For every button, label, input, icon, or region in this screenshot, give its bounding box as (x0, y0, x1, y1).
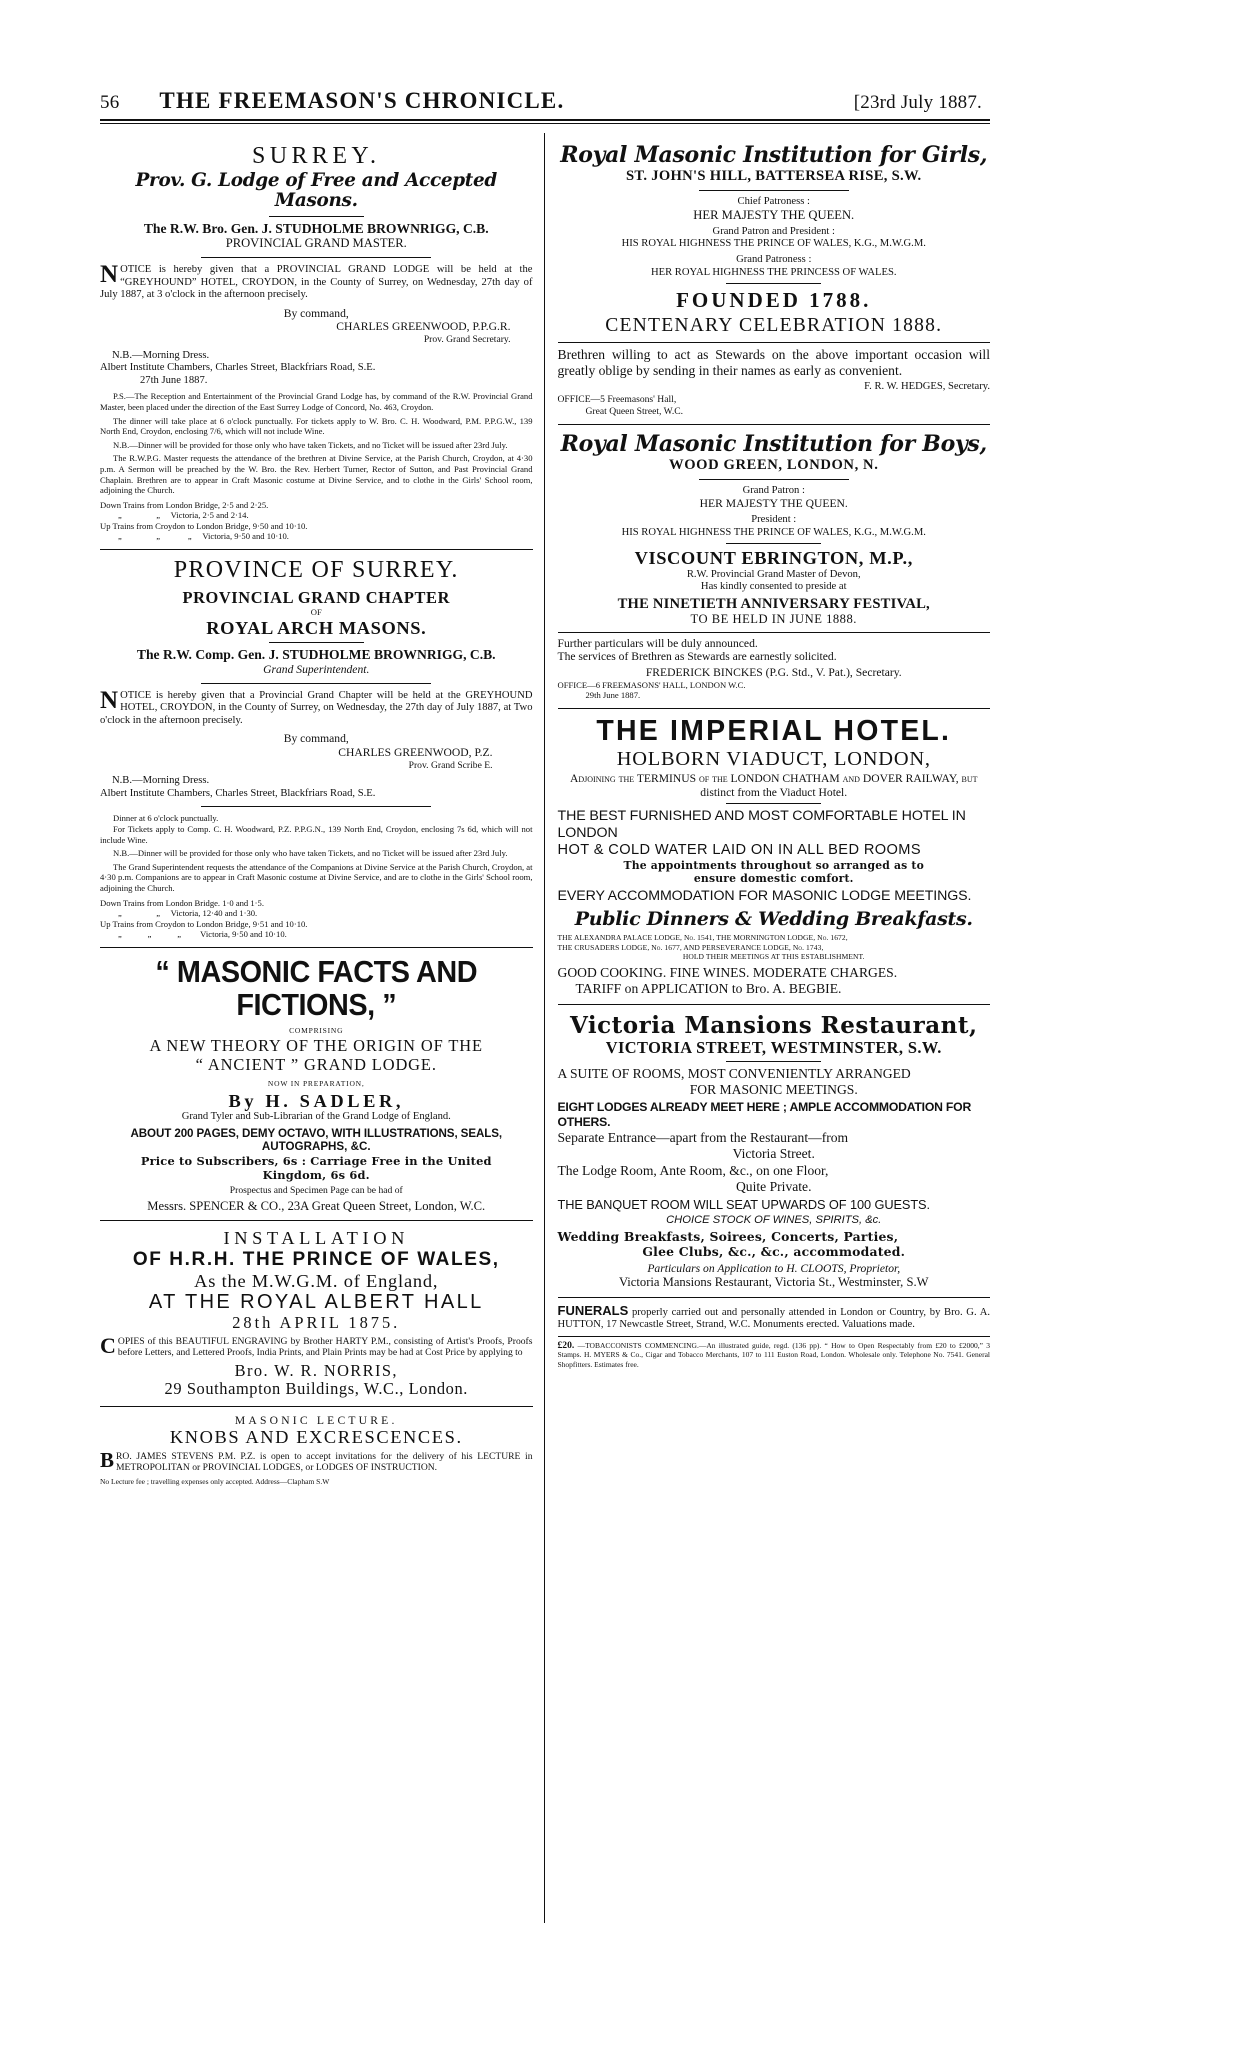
surrey-notice-body (100, 261, 533, 302)
surrey-date: 27th June 1887. (140, 374, 208, 386)
chapter-nb: N.B.—Morning Dress. (112, 775, 210, 787)
train-line: Down Trains from London Bridge. 1·0 and 1·5. (100, 897, 264, 908)
chapter-service: The Grand Superintendent requests the attendance of the Companions at Divine Service at the Parish Church, Croydon, at 4·30 p.m. Companions are to appear in Craft Masonic costume at Divine Service, and are to clothe in the Girls' School room, adjoining the Church. (100, 861, 533, 893)
drop-cap: N (100, 261, 119, 288)
engraving-line2: As the M.W.G.M. of England, (194, 1270, 439, 1291)
tobacco-lead: £20. (557, 1339, 575, 1351)
book-price-1: Price to Subscribers, 6s : Carriage Free in the United (140, 1154, 492, 1169)
girls-secretary: F. R. W. HEDGES, Secretary. (864, 381, 990, 393)
victoria-suite-2: FOR MASONIC MEETINGS. (689, 1081, 858, 1097)
boys-consented: Has kindly consented to preside at (700, 581, 847, 593)
surrey-notice (100, 143, 533, 542)
chapter-address: Albert Institute Chambers, Charles Street, Blackfriars Road, S.E. (100, 787, 376, 799)
surrey-gothic-line: Prov. G. Lodge of Free and Accepted Masons. (135, 170, 497, 212)
by-command: By command, (283, 306, 349, 320)
chapter-nb2: N.B.—Dinner will be provided for those only who have taken Tickets, and no Ticket will be issued after 23rd July. (113, 848, 508, 859)
boys-office-line2: 29th June 1887. (585, 690, 641, 701)
drop-cap: N (100, 686, 119, 714)
chapter-heading: PROVINCE OF SURREY. (173, 557, 459, 584)
imperial-lodges-2: THE CRUSADERS LODGE, No. 1677, AND PERSEVERANCE LODGE, No. 1743, (557, 942, 824, 952)
imperial-adjoining-2: distinct from the Viaduct Hotel. (700, 785, 848, 799)
girls-founded: FOUNDED 1788. (676, 288, 872, 313)
chapter-dinner-line: Dinner at 6 o'clock punctually. (113, 813, 219, 824)
boys-viscount: VISCOUNT EBRINGTON, M.P., (634, 548, 913, 569)
surrey-officer: The R.W. Bro. Gen. J. STUDHOLME BROWNRIGG, C.B. (143, 220, 489, 236)
victoria-particulars-1: Particulars on Application to H. CLOOTS, Proprietor, (647, 1261, 901, 1275)
girls-chief-patroness-label: Chief Patroness : (737, 195, 810, 207)
lecture-title: KNOBS AND EXCRESCENCES. (169, 1427, 463, 1448)
engraving-line1: OF H.R.H. THE PRINCE OF WALES, (132, 1248, 500, 1270)
divider (726, 543, 821, 544)
victoria-title: Victoria Mansions Restaurant, (569, 1011, 978, 1039)
victoria-wedding-1: Wedding Breakfasts, Soirees, Concerts, Parties, (557, 1228, 899, 1244)
section-divider (100, 1406, 533, 1407)
engraving-body (100, 1332, 533, 1359)
train-line: „ „ „ Victoria, 9·50 and 10·10. (118, 531, 289, 542)
tobacco-body: —TOBACCONISTS COMMENCING.—An illustrated guide, regd. (136 pp). “ How to Open Respectably from £20 to £2000,” 3 Stamps. H. MYERS & Co., Cigar and Tobacco Merchants, 107 to 111 Euston Road, London. Wholesale only. Telephone No. 7541. General Shopfitters. Estimates free. (557, 1340, 991, 1369)
victoria-choice: CHOICE STOCK OF WINES, SPIRITS, &c. (666, 1213, 882, 1226)
surrey-heading: SURREY. (252, 143, 381, 169)
chapter-notice (100, 557, 533, 940)
engraving-seller: Bro. W. R. NORRIS, (234, 1360, 398, 1380)
boys-festival: THE NINETIETH ANNIVERSARY FESTIVAL, (617, 595, 930, 612)
engraving-body-text: OPIES of this BEAUTIFUL ENGRAVING by Brother HARTY P.M., consisting of Artist's Proofs, Proofs before Letters, and Lettered Proofs, India Prints, and Plain Prints may be had at Cost Price by applying to (117, 1335, 533, 1359)
victoria-lodge-room-1: The Lodge Room, Ante Room, &c., on one Floor, (557, 1163, 829, 1179)
imperial-lodges-3: HOLD THEIR MEETINGS AT THIS ESTABLISHMENT. (682, 951, 865, 961)
victoria-particulars-2: Victoria Mansions Restaurant, Victoria St., Westminster, S.W (618, 1275, 929, 1290)
victoria-lodges: EIGHT LODGES ALREADY MEET HERE ; AMPLE ACCOMMODATION FOR OTHERS. (557, 1100, 972, 1130)
imperial-appointments-2: ensure domestic comfort. (693, 871, 854, 885)
divider (201, 683, 431, 684)
boys-services: The services of Brethren as Stewards are earnestly solicited. (557, 650, 837, 664)
divider (699, 479, 849, 480)
victoria-lodge-room-2: Quite Private. (735, 1178, 812, 1194)
boys-address: WOOD GREEN, LONDON, N. (669, 457, 879, 474)
boys-president: HIS ROYAL HIGHNESS THE PRINCE OF WALES, K.G., M.W.G.M. (621, 526, 926, 538)
girls-office-line2: Great Queen Street, W.C. (585, 405, 684, 417)
boys-institution-ad[interactable] (558, 432, 991, 701)
funerals-lead: FUNERALS (557, 1302, 629, 1318)
page-number: 56 (100, 92, 120, 113)
victoria-banquet: THE BANQUET ROOM WILL SEAT UPWARDS OF 100 GUESTS. (557, 1196, 930, 1212)
boys-viscount-title: R.W. Provincial Grand Master of Devon, (686, 568, 861, 580)
engraving-line3: AT THE ROYAL ALBERT HALL (148, 1291, 484, 1314)
book-title[interactable]: “ MASONIC FACTS AND FICTIONS, ” (155, 953, 478, 1022)
lecture-footer: No Lecture fee ; travelling expenses only accepted. Address—Clapham S.W (100, 1476, 330, 1486)
surrey-dinner: The dinner will take place at 6 o'clock punctually. For tickets apply to W. Bro. C. H. Woodward, P.M. P.P.G.W., 139 North End, Croydon, enclosing 7/6, which will not include Wine. (100, 415, 533, 437)
left-column (100, 133, 545, 1923)
section-divider (100, 549, 533, 550)
boys-president-label: President : (751, 513, 797, 525)
book-author-title: Grand Tyler and Sub-Librarian of the Grand Lodge of England. (181, 1110, 451, 1122)
train-line: „ „ Victoria, 12·40 and 1·30. (118, 908, 258, 919)
chapter-sub2: ROYAL ARCH MASONS. (206, 618, 427, 639)
book-prep: NOW IN PREPARATION, (267, 1079, 365, 1089)
surrey-trains (100, 500, 533, 542)
girls-institution-ad[interactable] (558, 143, 991, 417)
imperial-appointments-1: The appointments throughout so arranged as to (623, 858, 924, 872)
divider (269, 642, 364, 643)
imperial-good: GOOD COOKING. FINE WINES. MODERATE CHARGES. (557, 965, 898, 981)
masthead (100, 88, 990, 118)
imperial-dinners: Public Dinners & Wedding Breakfasts. (574, 908, 973, 931)
engraving-seller-address: 29 Southampton Buildings, W.C., London. (164, 1379, 468, 1399)
masthead-rule (100, 119, 990, 121)
section-divider (558, 424, 991, 425)
boys-festival-date: TO BE HELD IN JUNE 1888. (690, 612, 857, 627)
column-container (100, 133, 990, 1923)
victoria-separate-1: Separate Entrance—apart from the Restaurant—from (557, 1130, 849, 1146)
surrey-notice-text: OTICE is hereby given that a PROVINCIAL GRAND LODGE will be held at the “GREYHOUND” HOTEL, CROYDON, in the County of Surrey, on Wednesday, 27th day of July 1887, at 3 o'clock in the afternoon precisely. (100, 264, 533, 301)
divider (201, 257, 431, 258)
boys-grand-patron: HER MAJESTY THE QUEEN. (699, 497, 848, 511)
section-divider (100, 1220, 533, 1221)
divider (201, 806, 431, 807)
book-price-2: Kingdom, 6s 6d. (262, 1167, 370, 1182)
train-line: Up Trains from Croydon to London Bridge, 9·50 and 10·10. (100, 520, 308, 531)
girls-grand-patron: HIS ROYAL HIGHNESS THE PRINCE OF WALES, K.G., M.W.G.M. (621, 238, 926, 250)
surrey-nb: N.B.—Morning Dress. (112, 349, 210, 361)
chapter-of: OF (310, 607, 322, 618)
chapter-signature: CHARLES GREENWOOD, P.Z. (338, 746, 493, 760)
funerals-ad[interactable] (557, 1302, 991, 1332)
surrey-address: Albert Institute Chambers, Charles Street, Blackfriars Road, S.E. (100, 362, 376, 374)
surrey-signature-title: Prov. Grand Secretary. (423, 333, 511, 345)
victoria-mansions-ad[interactable] (558, 1012, 991, 1290)
book-theory-line2: “ ANCIENT ” GRAND LODGE. (195, 1054, 437, 1074)
chapter-officer-title: Grand Superintendent. (263, 663, 370, 677)
surrey-nb2: N.B.—Dinner will be provided for those only who have taken Tickets, and no Ticket will be issued after 23rd July. (113, 439, 508, 450)
book-publisher: Messrs. SPENCER & CO., 23A Great Queen Street, London, W.C. (147, 1198, 486, 1213)
tobacco-ad[interactable] (558, 1341, 991, 1369)
train-line: „ „ Victoria, 2·5 and 2·14. (118, 510, 249, 521)
engraving-installation: INSTALLATION (223, 1228, 409, 1249)
section-divider (558, 1336, 991, 1337)
girls-office-line1: OFFICE—5 Freemasons' Hall, (557, 393, 677, 405)
victoria-address: VICTORIA STREET, WESTMINSTER, S.W. (605, 1037, 942, 1057)
divider (558, 632, 991, 633)
book-specs-1: ABOUT 200 PAGES, DEMY OCTAVO, WITH ILLUSTRATIONS, SEALS, (130, 1126, 502, 1140)
victoria-separate-2: Victoria Street. (732, 1145, 815, 1161)
divider (726, 803, 821, 804)
boys-title: Royal Masonic Institution for Boys, (560, 431, 987, 458)
chapter-notice-body (100, 686, 533, 728)
funerals-body: properly carried out and personally attended in London or Country, by Bro. G. A. HUTTON, 17 Newcastle Street, Strand, W.C. Monuments erected. Valuations made. (557, 1306, 990, 1331)
divider (699, 190, 849, 191)
lecture-body-text: RO. JAMES STEVENS P.M. P.Z. is open to accept invitations for the delivery of his LECTURE in METROPOLITAN or PROVINCIAL LODGES, or LODGES OF INSTRUCTION. (116, 1450, 533, 1474)
drop-cap: B (100, 1447, 115, 1472)
engraving-advertisement[interactable] (100, 1228, 533, 1398)
masthead-rule-2 (100, 123, 990, 124)
victoria-suite-1: A SUITE OF ROOMS, MOST CONVENIENTLY ARRANGED (557, 1065, 911, 1081)
chapter-signature-title: Prov. Grand Scribe E. (408, 759, 493, 771)
publication-title: THE FREEMASON'S CHRONICLE. (159, 88, 565, 113)
chapter-notice-text: OTICE is hereby given that a Provincial Grand Chapter will be held at the GREYHOUND HOTEL, CROYDON, in the County of Surrey, on Wednesday, the 27th day of July 1887, at Two o'clock in the afternoon precisely. (100, 689, 533, 726)
imperial-lodges-1: THE ALEXANDRA PALACE LODGE, No. 1541, THE MORNINGTON LODGE, No. 1672, (557, 933, 848, 943)
book-prospectus: Prospectus and Specimen Page can be had of (229, 1185, 403, 1197)
chapter-trains (100, 898, 533, 940)
girls-chief-patroness: HER MAJESTY THE QUEEN. (693, 208, 855, 223)
lecture-body (100, 1447, 533, 1474)
imperial-adjoining-1: Adjoining the TERMINUS of the LONDON CHATHAM and DOVER RAILWAY, but (569, 772, 978, 786)
chapter-sub1: PROVINCIAL GRAND CHAPTER (182, 588, 451, 608)
surrey-signature: CHARLES GREENWOOD, P.P.G.R. (336, 320, 511, 334)
newspaper-page (100, 88, 990, 1988)
boys-further: Further particulars will be duly announced. (557, 636, 758, 650)
girls-centenary: CENTENARY CELEBRATION 1888. (605, 315, 943, 337)
imperial-water: HOT & COLD WATER LAID ON IN ALL BED ROOMS (557, 842, 921, 859)
chapter-tickets: For Tickets apply to Comp. C. H. Woodward, P.Z. P.P.G.N., 139 North End, Croydon, enclosing 7s 6d, which will not include Wine. (100, 824, 533, 845)
divider (726, 1061, 821, 1062)
section-divider (558, 1004, 991, 1005)
lecture-heading: MASONIC LECTURE. (234, 1413, 398, 1427)
book-advertisement[interactable] (100, 955, 533, 1213)
girls-grand-patroness: HER ROYAL HIGHNESS THE PRINCESS OF WALES. (650, 266, 897, 278)
imperial-title: THE IMPERIAL HOTEL. (596, 714, 952, 747)
girls-address: ST. JOHN'S HILL, BATTERSEA RISE, S.W. (625, 168, 922, 184)
engraving-line4: 28th APRIL 1875. (232, 1313, 401, 1333)
divider (558, 342, 991, 343)
imperial-address: HOLBORN VIADUCT, LONDON, (616, 747, 931, 770)
imperial-best: THE BEST FURNISHED AND MOST COMFORTABLE HOTEL IN LONDON (557, 808, 966, 842)
drop-cap: C (100, 1332, 116, 1358)
girls-title: Royal Masonic Institution for Girls, (560, 142, 988, 168)
lecture-advertisement[interactable] (100, 1414, 533, 1487)
imperial-tariff: TARIFF on APPLICATION to Bro. A. BEGBIE. (575, 980, 842, 996)
surrey-service: The R.W.P.G. Master requests the attendance of the brethren at Divine Service, at the Parish Church, Croydon, at 4·30 p.m. A Sermon will be preached by the W. Bro. the Rev. Herbert Turner, Rector of Sutton, and Past Provincial Grand Chaplain. Brethren are to appear in Craft Masonic costume at Divine Service, and to clothe in the Girls' School room, adjoining the Church. (100, 453, 533, 496)
book-specs-2: AUTOGRAPHS, &C. (261, 1139, 371, 1153)
right-column (545, 133, 991, 1923)
girls-appeal: Brethren willing to act as Stewards on the above important occasion will greatly oblige by sending in their names as early as convenient. (557, 347, 990, 378)
divider (726, 283, 821, 284)
surrey-ps: P.S.—The Reception and Entertainment of the Provincial Grand Lodge has, by command of the R.W. Provincial Grand Master, been placed under the direction of the East Surrey Lodge of Concord, No. 463, Croydon. (100, 391, 533, 412)
boys-secretary: FREDERICK BINCKES (P.G. Std., V. Pat.), Secretary. (645, 666, 902, 680)
book-author: By H. SADLER, (228, 1090, 405, 1111)
boys-grand-patron-label: Grand Patron : (742, 484, 805, 496)
section-divider (558, 708, 991, 709)
by-command: By command, (283, 732, 349, 746)
section-divider (558, 1297, 991, 1298)
imperial-accommodation: EVERY ACCOMMODATION FOR MASONIC LODGE MEETINGS. (557, 888, 972, 905)
divider (269, 216, 364, 217)
girls-grand-patron-label: Grand Patron and President : (712, 225, 835, 237)
section-divider (100, 947, 533, 948)
issue-date: [23rd July 1887. (853, 92, 982, 113)
imperial-hotel-ad[interactable] (558, 716, 991, 997)
train-line: Up Trains from Croydon to London Bridge, 9·51 and 10·10. (100, 918, 308, 929)
victoria-wedding-2: Glee Clubs, &c., &c., accommodated. (642, 1243, 906, 1259)
boys-office-line1: OFFICE—6 FREEMASONS' HALL, LONDON W.C. (557, 679, 746, 690)
book-comprising: COMPRISING (289, 1025, 344, 1035)
girls-grand-patroness-label: Grand Patroness : (736, 253, 812, 265)
train-line: Down Trains from London Bridge, 2·5 and 2·25. (100, 499, 269, 510)
book-theory-line1: A NEW THEORY OF THE ORIGIN OF THE (149, 1036, 483, 1056)
surrey-officer-title: PROVINCIAL GRAND MASTER. (225, 236, 407, 251)
train-line: „ „ „ Victoria, 9·50 and 10·10. (118, 929, 287, 940)
chapter-officer: The R.W. Comp. Gen. J. STUDHOLME BROWNRIGG, C.B. (136, 647, 496, 663)
